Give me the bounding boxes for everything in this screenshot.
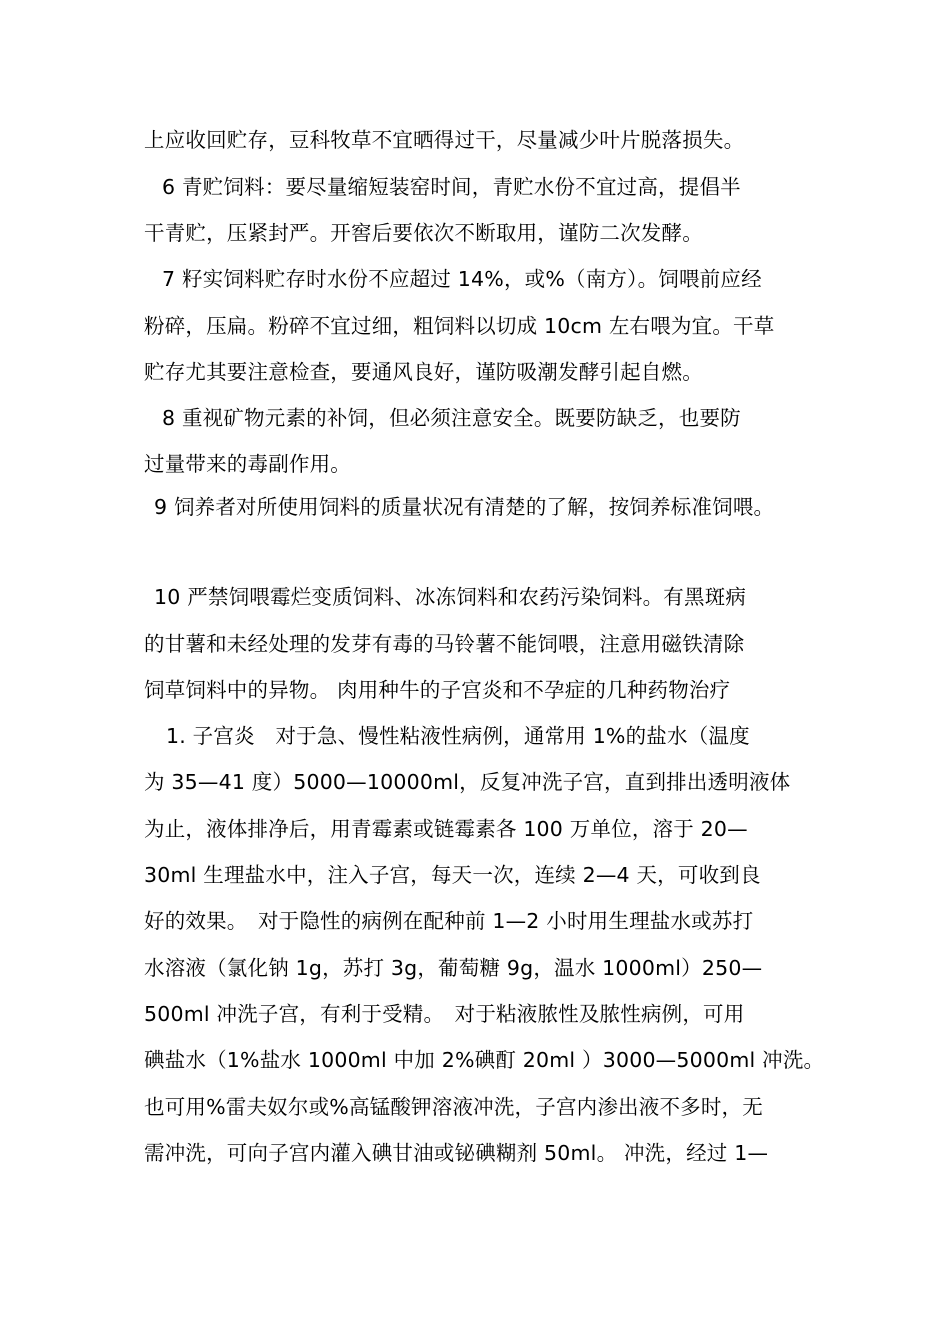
- text-line-12: 饲草饲料中的异物。 肉用种牛的子宫炎和不孕症的几种药物治疗: [144, 678, 731, 702]
- text-line-20: 碘盐水（1%盐水 1000ml 中加 2%碘酊 20ml ）3000—5000ml 冲洗。: [144, 1048, 825, 1072]
- text-line-14: 为 35—41 度）5000—10000ml，反复冲洗子宫，直到排出透明液体: [144, 770, 791, 794]
- text-line-8: 过量带来的毒副作用。: [144, 452, 351, 476]
- text-line-2: 6 青贮饲料：要尽量缩短装窑时间，青贮水份不宜过高，提倡半: [162, 175, 741, 199]
- text-line-15: 为止，液体排净后，用青霉素或链霉素各 100 万单位，溶于 20—: [144, 817, 748, 841]
- text-line-13: 1. 子宫炎 对于急、慢性粘液性病例，通常用 1%的盐水（温度: [166, 724, 750, 748]
- text-line-10: 10 严禁饲喂霉烂变质饲料、冰冻饲料和农药污染饲料。有黑斑病: [154, 585, 747, 609]
- text-line-21: 也可用%雷夫奴尔或%高锰酸钾溶液冲洗，子宫内渗出液不多时，无: [144, 1095, 763, 1119]
- text-line-1: 上应收回贮存，豆科牧草不宜晒得过干，尽量减少叶片脱落损失。: [144, 128, 745, 152]
- text-line-4: 7 籽实饲料贮存时水份不应超过 14%，或%（南方）。饲喂前应经: [162, 267, 762, 291]
- text-line-6: 贮存尤其要注意检查，要通风良好，谨防吸潮发酵引起自燃。: [144, 360, 703, 384]
- text-line-7: 8 重视矿物元素的补饲，但必须注意安全。既要防缺乏，也要防: [162, 406, 741, 430]
- text-line-18: 水溶液（氯化钠 1g，苏打 3g，葡萄糖 9g，温水 1000ml）250—: [144, 956, 763, 980]
- text-line-17: 好的效果。 对于隐性的病例在配种前 1—2 小时用生理盐水或苏打: [144, 909, 754, 933]
- text-line-16: 30ml 生理盐水中，注入子宫，每天一次，连续 2—4 天，可收到良: [144, 863, 761, 887]
- text-line-22: 需冲洗，可向子宫内灌入碘甘油或铋碘糊剂 50ml。 冲洗，经过 1—: [144, 1141, 769, 1165]
- text-line-3: 干青贮，压紧封严。开窖后要依次不断取用，谨防二次发酵。: [144, 221, 703, 245]
- text-line-5: 粉碎，压扁。粉碎不宜过细，粗饲料以切成 10cm 左右喂为宜。干草: [144, 314, 775, 338]
- text-line-19: 500ml 冲洗子宫，有利于受精。 对于粘液脓性及脓性病例，可用: [144, 1002, 745, 1026]
- text-line-11: 的甘薯和未经处理的发芽有毒的马铃薯不能饲喂，注意用磁铁清除: [144, 632, 745, 656]
- text-line-9: 9 饲养者对所使用饲料的质量状况有清楚的了解，按饲养标准饲喂。: [154, 495, 775, 519]
